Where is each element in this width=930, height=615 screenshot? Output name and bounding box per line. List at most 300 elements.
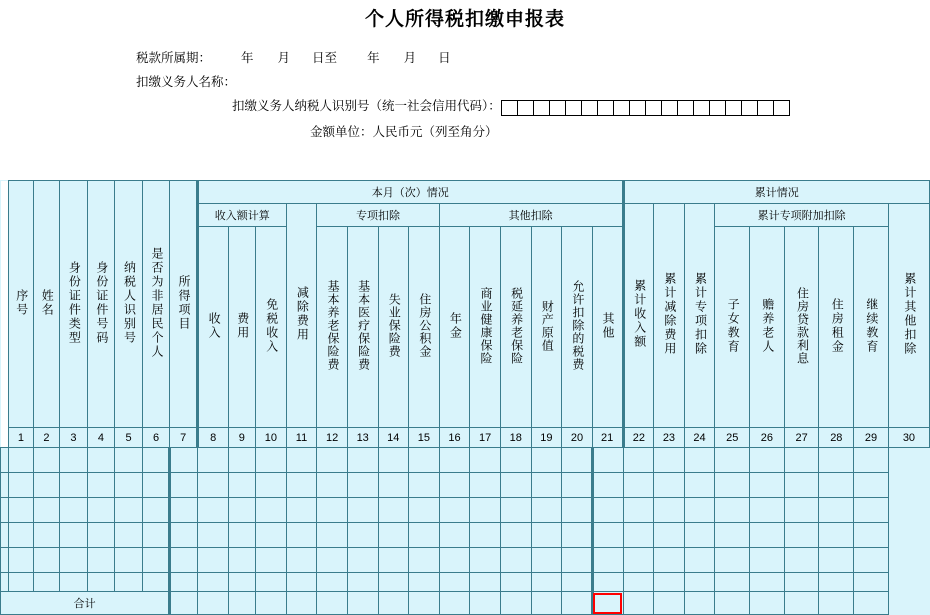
table-cell-22[interactable] <box>592 573 623 592</box>
sub-other-deduction: 其他扣除 <box>439 204 623 227</box>
table-cell-30[interactable] <box>854 448 889 473</box>
table-cell-19[interactable] <box>500 473 531 498</box>
table-cell-24[interactable] <box>654 473 685 498</box>
taxid-box[interactable] <box>757 100 774 116</box>
total-cell-29[interactable] <box>819 592 854 615</box>
table-cell-7[interactable] <box>142 523 170 548</box>
table-cell-25[interactable] <box>684 548 715 573</box>
table-row[interactable] <box>1 498 930 523</box>
column-number-2: 2 <box>33 428 60 448</box>
total-cell-21[interactable] <box>562 592 593 615</box>
col-head-15: 住房公积金 <box>409 227 440 428</box>
table-cell-29[interactable] <box>819 473 854 498</box>
table-cell-25[interactable] <box>684 498 715 523</box>
table-cell-24[interactable] <box>654 523 685 548</box>
total-cell-30[interactable] <box>854 592 889 615</box>
table-cell-1[interactable] <box>1 473 9 498</box>
table-cell-5[interactable] <box>87 523 115 548</box>
table-row[interactable] <box>1 448 930 473</box>
table-cell-28[interactable] <box>784 573 819 592</box>
table-cell-21[interactable] <box>562 573 593 592</box>
table-cell-11[interactable] <box>256 573 287 592</box>
col-head-24: 累计专项扣除 <box>684 204 715 428</box>
table-cell-2[interactable] <box>9 523 33 548</box>
table-cell-10[interactable] <box>228 473 256 498</box>
total-label: 合计 <box>1 592 170 615</box>
table-cell-4[interactable] <box>60 473 88 498</box>
column-number-15: 15 <box>409 428 440 448</box>
table-cell-24[interactable] <box>654 548 685 573</box>
table-cell-10[interactable] <box>228 548 256 573</box>
total-cell-16[interactable] <box>409 592 440 615</box>
table-cell-21[interactable] <box>562 523 593 548</box>
table-cell-17[interactable] <box>439 498 470 523</box>
table-cell-23[interactable] <box>623 573 654 592</box>
table-cell-1[interactable] <box>1 573 9 592</box>
table-cell-10[interactable] <box>228 573 256 592</box>
total-cell-17[interactable] <box>439 592 470 615</box>
column-number-16: 16 <box>439 428 470 448</box>
total-cell-19[interactable] <box>500 592 531 615</box>
table-cell-2[interactable] <box>9 473 33 498</box>
amount-unit-line: 金额单位：人民币元（列至角分） <box>310 124 498 139</box>
sub-income-calc: 收入额计算 <box>197 204 286 227</box>
table-cell-29[interactable] <box>819 548 854 573</box>
table-cell-17[interactable] <box>439 473 470 498</box>
table-cell-11[interactable] <box>256 473 287 498</box>
column-number-20: 20 <box>562 428 593 448</box>
table-cell-12[interactable] <box>286 573 317 592</box>
declaration-table-wrap <box>0 180 930 615</box>
table-cell-14[interactable] <box>347 473 378 498</box>
col-head-19: 财产原值 <box>531 227 562 428</box>
table-row[interactable] <box>1 523 930 548</box>
table-cell-19[interactable] <box>500 548 531 573</box>
table-cell-2[interactable] <box>9 498 33 523</box>
col-head-11: 减除费用 <box>286 204 317 428</box>
table-cell-1[interactable] <box>1 523 9 548</box>
period-label: 税款所属期： <box>136 51 212 65</box>
table-cell-25[interactable] <box>684 523 715 548</box>
table-cell-9[interactable] <box>197 548 228 573</box>
table-cell-12[interactable] <box>286 473 317 498</box>
table-cell-22[interactable] <box>592 523 623 548</box>
column-number-row <box>1 428 930 448</box>
table-cell-7[interactable] <box>142 448 170 473</box>
table-cell-20[interactable] <box>531 473 562 498</box>
period-month-2: 月 <box>403 51 417 65</box>
total-cell-10[interactable] <box>228 592 256 615</box>
table-cell-2[interactable] <box>9 548 33 573</box>
column-number-30: 30 <box>888 428 929 448</box>
table-cell-30[interactable] <box>854 473 889 498</box>
table-cell-13[interactable] <box>317 573 348 592</box>
table-cell-7[interactable] <box>142 498 170 523</box>
table-cell-3[interactable] <box>33 473 60 498</box>
table-cell-25[interactable] <box>684 573 715 592</box>
table-cell-27[interactable] <box>750 473 785 498</box>
table-cell-24[interactable] <box>654 448 685 473</box>
table-cell-22[interactable] <box>592 498 623 523</box>
table-cell-30[interactable] <box>854 523 889 548</box>
table-cell-5[interactable] <box>87 448 115 473</box>
table-cell-16[interactable] <box>409 473 440 498</box>
column-number-8: 8 <box>197 428 228 448</box>
table-cell-21[interactable] <box>562 498 593 523</box>
table-cell-3[interactable] <box>33 523 60 548</box>
table-cell-12[interactable] <box>286 548 317 573</box>
table-cell-26[interactable] <box>715 548 750 573</box>
taxid-boxes[interactable] <box>501 99 789 116</box>
table-cell-8[interactable] <box>170 448 198 473</box>
col-head-20: 允许扣除的税费 <box>562 227 593 428</box>
table-row[interactable] <box>1 473 930 498</box>
table-cell-8[interactable] <box>170 473 198 498</box>
total-cell-26[interactable] <box>715 592 750 615</box>
table-cell-14[interactable] <box>347 448 378 473</box>
column-number-5: 5 <box>115 428 143 448</box>
table-cell-18[interactable] <box>470 523 501 548</box>
table-cell-23[interactable] <box>623 473 654 498</box>
total-cell-25[interactable] <box>684 592 715 615</box>
column-number-24: 24 <box>684 428 715 448</box>
table-cell-2[interactable] <box>9 448 33 473</box>
table-cell-6[interactable] <box>115 548 143 573</box>
table-cell-16[interactable] <box>409 573 440 592</box>
total-cell-12[interactable] <box>286 592 317 615</box>
sub-cumulative-special-additional: 累计专项附加扣除 <box>715 204 889 227</box>
table-cell-10[interactable] <box>228 448 256 473</box>
taxid-box[interactable] <box>677 100 694 116</box>
table-cell-27[interactable] <box>750 548 785 573</box>
taxid-box[interactable] <box>629 100 646 116</box>
group-header-row <box>1 181 930 204</box>
table-cell-30[interactable] <box>854 498 889 523</box>
table-cell-9[interactable] <box>197 573 228 592</box>
taxid-line <box>0 93 930 119</box>
table-cell-14[interactable] <box>347 498 378 523</box>
col-head-21: 其他 <box>592 227 623 428</box>
table-cell-25[interactable] <box>684 473 715 498</box>
col-head-28: 住房租金 <box>819 227 854 428</box>
table-cell-5[interactable] <box>87 548 115 573</box>
column-number-4: 4 <box>87 428 115 448</box>
table-cell-11[interactable] <box>256 548 287 573</box>
table-cell-15[interactable] <box>378 448 409 473</box>
column-number-12: 12 <box>317 428 348 448</box>
table-cell-12[interactable] <box>286 523 317 548</box>
taxid-box[interactable] <box>709 100 726 116</box>
table-cell-19[interactable] <box>500 573 531 592</box>
total-cell-14[interactable] <box>347 592 378 615</box>
table-cell-7[interactable] <box>142 573 170 592</box>
table-cell-3[interactable] <box>33 498 60 523</box>
table-cell-5[interactable] <box>87 473 115 498</box>
table-cell-10[interactable] <box>228 498 256 523</box>
table-cell-14[interactable] <box>347 548 378 573</box>
table-cell-19[interactable] <box>500 523 531 548</box>
table-cell-7[interactable] <box>142 548 170 573</box>
table-cell-29[interactable] <box>819 448 854 473</box>
table-cell-16[interactable] <box>409 523 440 548</box>
table-cell-28[interactable] <box>784 548 819 573</box>
col-head-12: 基本养老保险费 <box>317 227 348 428</box>
column-number-1: 1 <box>9 428 33 448</box>
table-cell-15[interactable] <box>378 498 409 523</box>
table-cell-11[interactable] <box>256 523 287 548</box>
table-cell-28[interactable] <box>784 448 819 473</box>
col-head-8: 收入 <box>197 227 228 428</box>
table-cell-3[interactable] <box>33 573 60 592</box>
table-cell-28[interactable] <box>784 523 819 548</box>
table-cell-30[interactable] <box>854 548 889 573</box>
table-cell-27[interactable] <box>750 573 785 592</box>
col-head-9: 费用 <box>228 227 256 428</box>
col-head-16: 年金 <box>439 227 470 428</box>
table-cell-3[interactable] <box>33 548 60 573</box>
table-cell-24[interactable] <box>654 498 685 523</box>
table-cell-8[interactable] <box>170 498 198 523</box>
table-cell-4[interactable] <box>60 498 88 523</box>
total-cell-11[interactable] <box>256 592 287 615</box>
total-cell-27[interactable] <box>750 592 785 615</box>
table-cell-13[interactable] <box>317 548 348 573</box>
col-head-27: 住房贷款利息 <box>784 227 819 428</box>
column-number-19: 19 <box>531 428 562 448</box>
table-cell-6[interactable] <box>115 573 143 592</box>
group-cumulative: 累计情况 <box>623 181 929 204</box>
table-cell-9[interactable] <box>197 448 228 473</box>
col-head-17: 商业健康保险 <box>470 227 501 428</box>
taxid-box[interactable] <box>549 100 566 116</box>
table-cell-20[interactable] <box>531 523 562 548</box>
col-head-4: 身份证件号码 <box>87 181 115 428</box>
col-head-1: 序号 <box>9 181 33 428</box>
table-cell-5[interactable] <box>87 573 115 592</box>
table-cell-9[interactable] <box>197 473 228 498</box>
table-cell-27[interactable] <box>750 523 785 548</box>
table-cell-26[interactable] <box>715 498 750 523</box>
table-cell-21[interactable] <box>562 448 593 473</box>
taxid-box[interactable] <box>501 100 518 116</box>
table-cell-26[interactable] <box>715 473 750 498</box>
column-number-28: 28 <box>819 428 854 448</box>
table-cell-16[interactable] <box>409 448 440 473</box>
column-number-21: 21 <box>592 428 623 448</box>
col-head-29: 继续教育 <box>854 227 889 428</box>
column-number-29: 29 <box>854 428 889 448</box>
table-cell-15[interactable] <box>378 573 409 592</box>
table-cell-18[interactable] <box>470 548 501 573</box>
table-cell-7[interactable] <box>142 473 170 498</box>
table-cell-21[interactable] <box>562 473 593 498</box>
total-cell-23[interactable] <box>623 592 654 615</box>
column-number-22: 22 <box>623 428 654 448</box>
table-cell-26[interactable] <box>715 523 750 548</box>
table-cell-4[interactable] <box>60 573 88 592</box>
total-cell-24[interactable] <box>654 592 685 615</box>
table-cell-19[interactable] <box>500 498 531 523</box>
table-cell-8[interactable] <box>170 548 198 573</box>
column-number-3: 3 <box>60 428 88 448</box>
table-cell-29[interactable] <box>819 498 854 523</box>
total-cell-18[interactable] <box>470 592 501 615</box>
table-row[interactable] <box>1 573 930 592</box>
taxid-label: 扣缴义务人纳税人识别号（统一社会信用代码）： <box>232 99 501 113</box>
total-cell-9[interactable] <box>197 592 228 615</box>
table-cell-21[interactable] <box>562 548 593 573</box>
total-cell-28[interactable] <box>784 592 819 615</box>
table-cell-1[interactable] <box>1 498 9 523</box>
col-head-30: 累计其他扣除 <box>888 204 929 428</box>
table-cell-19[interactable] <box>500 448 531 473</box>
table-cell-27[interactable] <box>750 498 785 523</box>
highlighted-total-cell[interactable] <box>592 592 623 615</box>
table-cell-11[interactable] <box>256 448 287 473</box>
taxid-box[interactable] <box>725 100 742 116</box>
table-cell-25[interactable] <box>684 448 715 473</box>
table-cell-26[interactable] <box>715 448 750 473</box>
col-head-5: 纳税人识别号 <box>115 181 143 428</box>
table-cell-12[interactable] <box>286 498 317 523</box>
table-cell-17[interactable] <box>439 448 470 473</box>
table-cell-13[interactable] <box>317 523 348 548</box>
total-cell-15[interactable] <box>378 592 409 615</box>
period-line <box>0 45 930 69</box>
table-cell-22[interactable] <box>592 473 623 498</box>
table-cell-29[interactable] <box>819 523 854 548</box>
table-cell-24[interactable] <box>654 573 685 592</box>
table-cell-28[interactable] <box>784 473 819 498</box>
table-cell-8[interactable] <box>170 573 198 592</box>
column-number-25: 25 <box>715 428 750 448</box>
col-head-2: 姓名 <box>33 181 60 428</box>
column-number-27: 27 <box>784 428 819 448</box>
taxid-box[interactable] <box>645 100 662 116</box>
table-cell-13[interactable] <box>317 498 348 523</box>
table-cell-4[interactable] <box>60 548 88 573</box>
table-cell-4[interactable] <box>60 523 88 548</box>
table-cell-8[interactable] <box>170 523 198 548</box>
table-cell-9[interactable] <box>197 523 228 548</box>
column-number-14: 14 <box>378 428 409 448</box>
taxid-box[interactable] <box>533 100 550 116</box>
taxid-box[interactable] <box>773 100 790 116</box>
table-cell-23[interactable] <box>623 448 654 473</box>
table-cell-26[interactable] <box>715 573 750 592</box>
table-cell-20[interactable] <box>531 548 562 573</box>
withholder-name-line: 扣缴义务人名称： <box>136 75 237 89</box>
table-cell-14[interactable] <box>347 573 378 592</box>
table-cell-15[interactable] <box>378 548 409 573</box>
table-cell-11[interactable] <box>256 498 287 523</box>
total-cell-13[interactable] <box>317 592 348 615</box>
table-cell-22[interactable] <box>592 448 623 473</box>
col-head-23: 累计减除费用 <box>654 204 685 428</box>
table-cell-6[interactable] <box>115 498 143 523</box>
table-cell-4[interactable] <box>60 448 88 473</box>
table-cell-18[interactable] <box>470 573 501 592</box>
table-cell-23[interactable] <box>623 548 654 573</box>
table-cell-15[interactable] <box>378 523 409 548</box>
table-cell-10[interactable] <box>228 523 256 548</box>
table-cell-17[interactable] <box>439 523 470 548</box>
table-cell-18[interactable] <box>470 498 501 523</box>
table-cell-9[interactable] <box>197 498 228 523</box>
taxid-box[interactable] <box>565 100 582 116</box>
table-cell-29[interactable] <box>819 573 854 592</box>
period-year: 年 <box>241 51 254 65</box>
period-month: 月 <box>277 51 291 65</box>
table-cell-22[interactable] <box>592 548 623 573</box>
declaration-table <box>0 180 930 615</box>
table-cell-30[interactable] <box>854 573 889 592</box>
total-cell-20[interactable] <box>531 592 562 615</box>
table-cell-12[interactable] <box>286 448 317 473</box>
column-number-6: 6 <box>142 428 170 448</box>
col-head-14: 失业保险费 <box>378 227 409 428</box>
table-cell-23[interactable] <box>623 523 654 548</box>
left-margin-cell <box>1 181 9 448</box>
taxid-box[interactable] <box>581 100 598 116</box>
table-cell-27[interactable] <box>750 448 785 473</box>
table-cell-2[interactable] <box>9 573 33 592</box>
table-cell-1[interactable] <box>1 448 9 473</box>
taxid-box[interactable] <box>741 100 758 116</box>
taxid-box[interactable] <box>613 100 630 116</box>
column-number-26: 26 <box>750 428 785 448</box>
table-cell-20[interactable] <box>531 448 562 473</box>
taxid-box[interactable] <box>517 100 534 116</box>
table-cell-18[interactable] <box>470 448 501 473</box>
table-cell-13[interactable] <box>317 448 348 473</box>
table-cell-17[interactable] <box>439 573 470 592</box>
table-cell-20[interactable] <box>531 498 562 523</box>
col-head-25: 子女教育 <box>715 227 750 428</box>
table-cell-28[interactable] <box>784 498 819 523</box>
group-current-month: 本月（次）情况 <box>197 181 623 204</box>
table-cell-20[interactable] <box>531 573 562 592</box>
table-cell-16[interactable] <box>409 548 440 573</box>
table-cell-14[interactable] <box>347 523 378 548</box>
table-cell-13[interactable] <box>317 473 348 498</box>
total-cell-8[interactable] <box>170 592 198 615</box>
table-cell-5[interactable] <box>87 498 115 523</box>
col-head-26: 赡养老人 <box>750 227 785 428</box>
table-cell-6[interactable] <box>115 523 143 548</box>
table-cell-17[interactable] <box>439 548 470 573</box>
col-head-22: 累计收入额 <box>623 204 654 428</box>
table-cell-6[interactable] <box>115 473 143 498</box>
column-number-9: 9 <box>228 428 256 448</box>
table-cell-23[interactable] <box>623 498 654 523</box>
table-row[interactable] <box>1 548 930 573</box>
taxid-box[interactable] <box>597 100 614 116</box>
col-head-3: 身份证件类型 <box>60 181 88 428</box>
col-head-6: 是否为非居民个人 <box>142 181 170 428</box>
column-number-10: 10 <box>256 428 287 448</box>
table-cell-6[interactable] <box>115 448 143 473</box>
table-cell-18[interactable] <box>470 473 501 498</box>
taxid-box[interactable] <box>661 100 678 116</box>
table-cell-3[interactable] <box>33 448 60 473</box>
table-cell-16[interactable] <box>409 498 440 523</box>
taxid-box[interactable] <box>693 100 710 116</box>
total-row <box>1 592 930 615</box>
column-number-23: 23 <box>654 428 685 448</box>
table-cell-15[interactable] <box>378 473 409 498</box>
table-cell-1[interactable] <box>1 548 9 573</box>
